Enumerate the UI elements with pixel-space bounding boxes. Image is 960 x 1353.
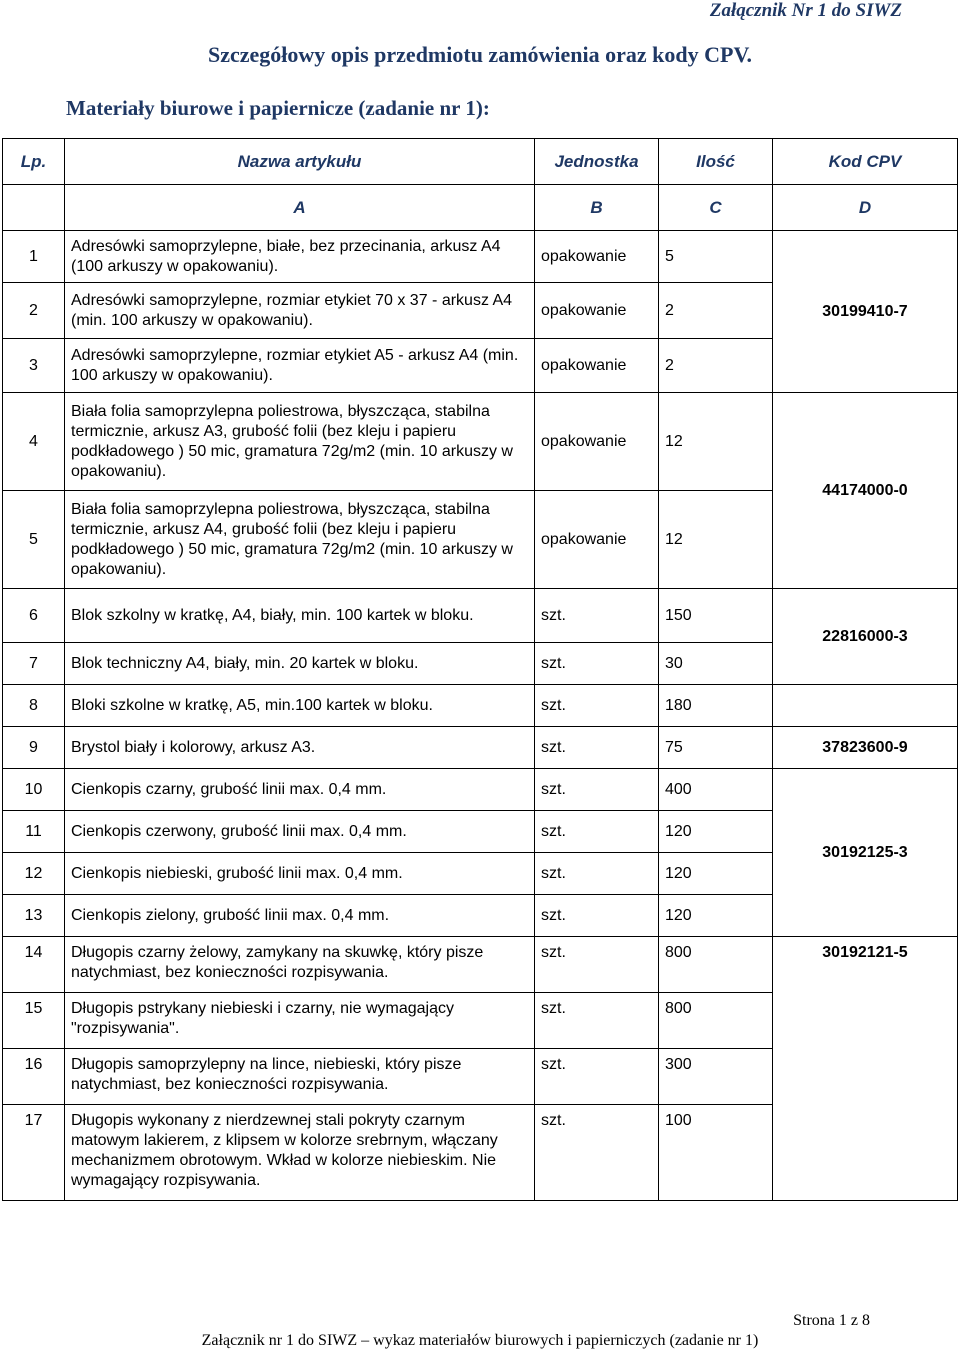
cell-unit: szt. (535, 1105, 659, 1201)
cell-qty: 400 (659, 769, 773, 811)
cell-lp: 7 (3, 643, 65, 685)
cell-unit: szt. (535, 589, 659, 643)
document-title: Szczegółowy opis przedmiotu zamówienia oraz kody CPV. (207, 42, 753, 67)
table-row (3, 769, 958, 811)
cell-qty: 5 (659, 231, 773, 283)
cell-unit: opakowanie (535, 393, 659, 491)
cell-unit: szt. (535, 853, 659, 895)
cell-name: Cienkopis czerwony, grubość linii max. 0,4 mm. (65, 811, 535, 853)
header-qty: Ilość (659, 139, 773, 185)
cell-lp: 6 (3, 589, 65, 643)
cell-name: Cienkopis zielony, grubość linii max. 0,4 mm. (65, 895, 535, 937)
cell-unit: szt. (535, 937, 659, 993)
cell-qty: 120 (659, 811, 773, 853)
cell-cpv: 30192121-5 (773, 937, 958, 1201)
section-subtitle: Materiały biurowe i papiernicze (zadanie nr 1): (66, 96, 490, 120)
cell-qty: 120 (659, 895, 773, 937)
cell-qty: 300 (659, 1049, 773, 1105)
cell-name: Blok szkolny w kratkę, A4, biały, min. 100 kartek w bloku. (65, 589, 535, 643)
attachment-label: Załącznik Nr 1 do SIWZ (709, 0, 902, 21)
cell-name: Biała folia samoprzylepna poliestrowa, błyszcząca, stabilna termicznie, arkusz A3, grubość folii (bez kleju i papieru podkładowego ) 50 mic, gramatura 72g/m2 (min. 10 arkuszy w opakowaniu). (65, 393, 535, 491)
cell-name: Długopis samoprzylepny na lince, niebieski, który pisze natychmiast, bez konieczności rozpisywania. (65, 1049, 535, 1105)
cell-unit: szt. (535, 727, 659, 769)
cell-lp: 15 (3, 993, 65, 1049)
cell-lp: 17 (3, 1105, 65, 1201)
cell-lp: 5 (3, 491, 65, 589)
cell-lp: 11 (3, 811, 65, 853)
cell-name: Bloki szkolne w kratkę, A5, min.100 kartek w bloku. (65, 685, 535, 727)
cell-name: Blok techniczny A4, biały, min. 20 kartek w bloku. (65, 643, 535, 685)
cell-unit: opakowanie (535, 339, 659, 393)
cell-qty: 150 (659, 589, 773, 643)
cell-qty: 75 (659, 727, 773, 769)
cell-qty: 12 (659, 393, 773, 491)
cell-qty: 2 (659, 339, 773, 393)
table-row (3, 231, 958, 283)
cell-name: Adresówki samoprzylepne, rozmiar etykiet 70 x 37 - arkusz A4 (min. 100 arkuszy w opakowaniu). (65, 283, 535, 339)
cell-lp: 14 (3, 937, 65, 993)
header-name: Nazwa artykułu (65, 139, 535, 185)
cell-cpv: 22816000-3 (773, 589, 958, 685)
header-unit: Jednostka (535, 139, 659, 185)
table-row (3, 589, 958, 643)
cell-lp: 8 (3, 685, 65, 727)
cell-unit: szt. (535, 811, 659, 853)
cell-name: Długopis pstrykany niebieski i czarny, nie wymagający "rozpisywania". (65, 993, 535, 1049)
letter-d: D (773, 185, 958, 231)
header-cpv: Kod CPV (773, 139, 958, 185)
cell-lp: 2 (3, 283, 65, 339)
cell-lp: 1 (3, 231, 65, 283)
cell-name: Długopis czarny żelowy, zamykany na skuwkę, który pisze natychmiast, bez konieczności rozpisywania. (65, 937, 535, 993)
cell-cpv: 30192125-3 (773, 769, 958, 937)
cell-name: Długopis wykonany z nierdzewnej stali pokryty czarnym matowym lakierem, z klipsem w kolorze srebrnym, włączany mechanizmem obrotowym. Wkład w kolorze niebieskim. Nie wymagający rozpisywania. (65, 1105, 535, 1201)
header-lp: Lp. (3, 139, 65, 185)
table-row (3, 685, 958, 727)
cell-unit: opakowanie (535, 283, 659, 339)
table-row (3, 727, 958, 769)
cell-unit: szt. (535, 643, 659, 685)
cell-name: Adresówki samoprzylepne, rozmiar etykiet A5 - arkusz A4 (min. 100 arkuszy w opakowaniu). (65, 339, 535, 393)
cell-lp: 16 (3, 1049, 65, 1105)
cell-lp: 13 (3, 895, 65, 937)
cell-qty: 800 (659, 937, 773, 993)
cell-unit: opakowanie (535, 491, 659, 589)
cell-name: Brystol biały i kolorowy, arkusz A3. (65, 727, 535, 769)
table-row (3, 937, 958, 993)
cell-qty: 120 (659, 853, 773, 895)
table-row (3, 393, 958, 491)
cell-unit: szt. (535, 993, 659, 1049)
cell-lp: 4 (3, 393, 65, 491)
cell-qty: 100 (659, 1105, 773, 1201)
letter-b: B (535, 185, 659, 231)
letter-c: C (659, 185, 773, 231)
cell-cpv: 37823600-9 (773, 727, 958, 769)
cell-name: Cienkopis czarny, grubość linii max. 0,4 mm. (65, 769, 535, 811)
cell-name: Biała folia samoprzylepna poliestrowa, błyszcząca, stabilna termicznie, arkusz A4, grubość folii (bez kleju i papieru podkładowego ) 50 mic, gramatura 72g/m2 (min. 10 arkuszy w opakowaniu). (65, 491, 535, 589)
letter-a: A (65, 185, 535, 231)
cell-lp: 9 (3, 727, 65, 769)
letter-empty (3, 185, 65, 231)
cell-cpv: 30199410-7 (773, 231, 958, 393)
cell-qty: 180 (659, 685, 773, 727)
table-header-row (3, 139, 958, 185)
cell-name: Cienkopis niebieski, grubość linii max. 0,4 mm. (65, 853, 535, 895)
cell-qty: 12 (659, 491, 773, 589)
cell-unit: szt. (535, 685, 659, 727)
cell-lp: 12 (3, 853, 65, 895)
cell-cpv-empty (773, 685, 958, 727)
cell-qty: 2 (659, 283, 773, 339)
cell-qty: 800 (659, 993, 773, 1049)
cell-name: Adresówki samoprzylepne, białe, bez przecinania, arkusz A4 (100 arkuszy w opakowaniu). (65, 231, 535, 283)
cell-unit: szt. (535, 895, 659, 937)
cell-lp: 10 (3, 769, 65, 811)
cell-cpv: 44174000-0 (773, 393, 958, 589)
page-number: Strona 1 z 8 (793, 1312, 870, 1329)
cell-unit: opakowanie (535, 231, 659, 283)
table-letter-row (3, 185, 958, 231)
items-table (2, 138, 958, 1201)
cell-unit: szt. (535, 769, 659, 811)
cell-qty: 30 (659, 643, 773, 685)
cell-unit: szt. (535, 1049, 659, 1105)
cell-lp: 3 (3, 339, 65, 393)
footer-text: Załącznik nr 1 do SIWZ – wykaz materiałów biurowych i papierniczych (zadanie nr 1) (201, 1332, 759, 1349)
